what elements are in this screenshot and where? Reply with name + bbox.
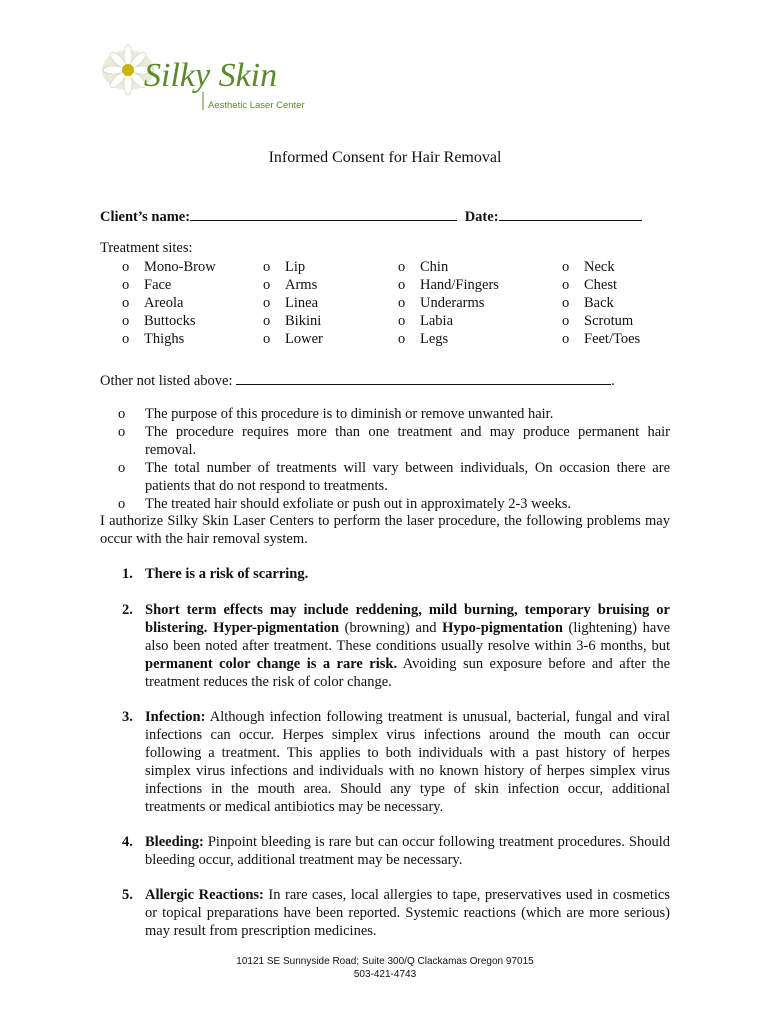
site-item[interactable]: o Feet/Toes: [562, 331, 641, 347]
risk-item-2: 2. Short term effects may include reddening, mild burning, temporary bruising or blistering. Hyper-pigmentation (browning) and Hypo-pigmentation (lightening) have also been noted after treatment. These conditions usually resolve within 3-6 months, but permanent color change is a rare risk. Avoiding sun exposure before and after the treatment reduces the risk of color change.: [122, 602, 671, 690]
risk-item-5: 5. Allergic Reactions: In rare cases, local allergies to tape, preservatives used in cosmetics or topical preparations have been reported. Systemic reactions (which are more serious) may result from prescription medicines.: [122, 887, 670, 939]
sites-column-1: [122, 258, 216, 348]
other-sites-row: Other not listed above: .: [100, 370, 615, 390]
site-item[interactable]: o Buttocks: [122, 313, 196, 329]
risk-item-3: 3. Infection: Although infection following treatment is unusual, bacterial, fungal and viral infections can occur. Herpes simplex virus infections around the mouth can occur following a treatment. This applies to both individuals with a past history of herpes simplex virus infections and individuals with no known history of herpes simplex virus infections in the mouth area. Should any type of skin infection occur, additional treatments or medical antibiotics may be necessary.: [122, 709, 670, 815]
procedure-bullets: [118, 405, 670, 513]
site-item[interactable]: o Bikini: [263, 313, 322, 329]
site-item[interactable]: o Thighs: [122, 331, 185, 347]
sites-column-2: [263, 258, 323, 348]
client-name-label: Client’s name:: [100, 209, 191, 225]
risk-item-4: 4. Bleeding: Pinpoint bleeding is rare but can occur following treatment procedures. Should bleeding occur, additional treatment may be necessary.: [122, 834, 670, 868]
site-item[interactable]: o Legs: [398, 331, 449, 347]
sites-column-3: [398, 258, 499, 348]
site-item[interactable]: o Labia: [398, 313, 454, 329]
footer: [0, 955, 770, 981]
client-row: [100, 206, 642, 226]
page-title: Informed Consent for Hair Removal: [268, 149, 502, 166]
logo-tagline-text: Aesthetic Laser Center: [208, 100, 305, 111]
other-sites-label: Other not listed above:: [100, 373, 233, 389]
site-item[interactable]: o Lip: [263, 259, 306, 275]
site-item[interactable]: o Back: [562, 295, 614, 311]
site-item[interactable]: o Neck: [562, 259, 615, 275]
list-item: o The treated hair should exfoliate or push out in approximately 2-3 weeks.: [118, 496, 572, 512]
site-item[interactable]: o Linea: [263, 295, 319, 311]
site-item[interactable]: o Chin: [398, 259, 449, 275]
date-field[interactable]: [499, 206, 642, 221]
footer-address: 10121 SE Sunnyside Road; Suite 300/Q Clackamas Oregon 97015: [236, 956, 534, 967]
risk-item-1: 1. There is a risk of scarring.: [122, 566, 309, 582]
site-item[interactable]: o Mono-Brow: [122, 259, 216, 275]
client-name-field[interactable]: [190, 206, 457, 221]
list-item: o The procedure requires more than one treatment and may produce permanent hair removal.: [118, 424, 670, 458]
site-item[interactable]: o Scrotum: [562, 313, 634, 329]
site-item[interactable]: o Underarms: [398, 295, 485, 311]
other-sites-field[interactable]: [236, 370, 611, 385]
date-label: Date:: [464, 209, 499, 225]
site-item[interactable]: o Arms: [263, 277, 318, 293]
sites-column-4: [562, 258, 640, 348]
footer-phone: 503-421-4743: [353, 969, 417, 980]
site-item[interactable]: o Chest: [562, 277, 618, 293]
site-item[interactable]: o Face: [122, 277, 172, 293]
list-item: o The purpose of this procedure is to diminish or remove unwanted hair.: [118, 406, 554, 422]
site-item[interactable]: o Areola: [122, 295, 184, 311]
site-item[interactable]: o Lower: [263, 331, 323, 347]
site-item[interactable]: o Hand/Fingers: [398, 277, 499, 293]
authorization-paragraph: I authorize Silky Skin Laser Centers to perform the laser procedure, the following problems may occur with the hair removal system.: [100, 513, 670, 547]
silky-skin-logo: [98, 42, 318, 114]
list-item: o The total number of treatments will vary between individuals, On occasion there are patients that do not respond to treatments.: [118, 460, 670, 494]
treatment-sites-label: Treatment sites:: [100, 240, 193, 256]
logo-brand-text: Silky Skin: [144, 57, 278, 94]
